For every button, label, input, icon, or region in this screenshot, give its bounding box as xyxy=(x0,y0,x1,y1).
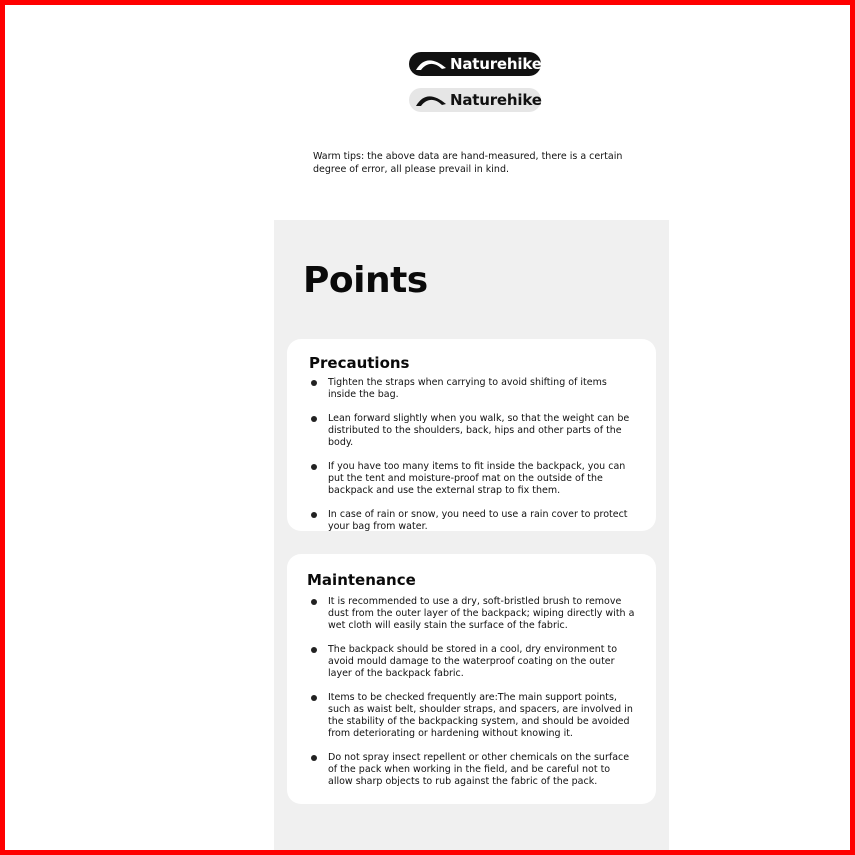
points-title: Points xyxy=(303,260,428,301)
precautions-title: Precautions xyxy=(309,354,410,372)
precautions-card xyxy=(287,339,656,531)
list-item: Tighten the straps when carrying to avoid shifting of items inside the bag. xyxy=(310,377,635,401)
maintenance-title: Maintenance xyxy=(307,571,416,589)
warm-tips-text: Warm tips: the above data are hand-measured, there is a certain degree of error, all please prevail in kind. xyxy=(313,151,623,175)
list-item: If you have too many items to fit inside the backpack, you can put the tent and moisture-proof mat on the outside of the backpack and use the external strap to fix them. xyxy=(310,461,635,497)
brand-logo-text: Naturehike xyxy=(450,91,542,109)
list-item: Lean forward slightly when you walk, so that the weight can be distributed to the shoulders, back, hips and other parts of the body. xyxy=(310,413,635,449)
points-panel xyxy=(274,220,669,850)
list-item: It is recommended to use a dry, soft-bristled brush to remove dust from the outer layer of the backpack; wiping directly with a wet cloth will easily stain the surface of the fabric. xyxy=(310,596,635,632)
maintenance-list xyxy=(310,596,635,800)
mountain-arc-icon xyxy=(415,57,447,71)
list-item: Items to be checked frequently are:The main support points, such as waist belt, shoulder straps, and spacers, are involved in the stability of the backpacking system, and should be avoided from deteriorating or hardening without knowing it. xyxy=(310,692,635,740)
brand-logo-dark xyxy=(409,52,541,76)
brand-logo-text: Naturehike xyxy=(450,55,542,73)
list-item: In case of rain or snow, you need to use a rain cover to protect your bag from water. xyxy=(310,509,635,533)
precautions-list xyxy=(310,377,635,545)
mountain-arc-icon xyxy=(415,93,447,107)
maintenance-card xyxy=(287,554,656,804)
list-item: The backpack should be stored in a cool, dry environment to avoid mould damage to the waterproof coating on the outer layer of the backpack fabric. xyxy=(310,644,635,680)
brand-logo-light xyxy=(409,88,541,112)
list-item: Do not spray insect repellent or other chemicals on the surface of the pack when working in the field, and be careful not to allow sharp objects to rub against the fabric of the pack. xyxy=(310,752,635,788)
